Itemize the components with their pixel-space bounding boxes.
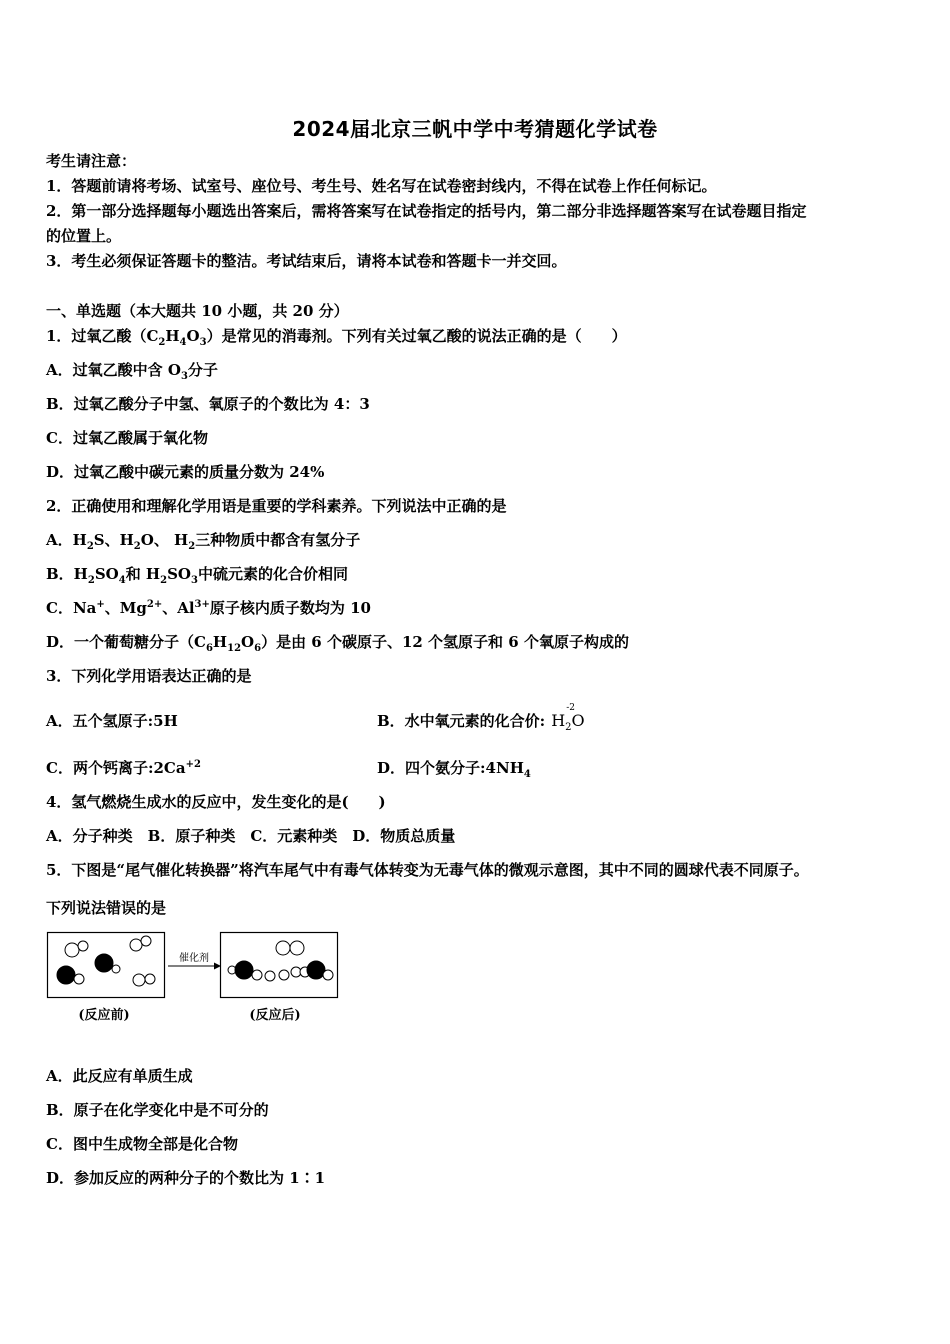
notice-item-2-cont: 的位置上。 <box>46 227 122 245</box>
catalyst-label: 催化剂 <box>179 953 209 964</box>
q1-option-a[interactable]: A．过氧乙酸中含 $O_3$分子 <box>46 361 218 382</box>
q3-stem: 3．下列化学用语表达正确的是 <box>46 667 252 685</box>
q1-option-c[interactable]: C．过氧乙酸属于氧化物 <box>46 429 208 447</box>
notice-item-1: 1．答题前请将考场、试室号、座位号、考生号、姓名写在试卷密封线内，不得在试卷上作任何标记。 <box>46 177 717 195</box>
q5-stem-cont: 下列说法错误的是 <box>46 899 167 917</box>
black-atom <box>57 966 75 984</box>
q3-option-d[interactable]: D．四个氨分子$:4NH_4$ <box>377 759 531 780</box>
white-atom <box>112 965 120 973</box>
q5-option-d[interactable]: D．参加反应的两种分子的个数比为 1∶1 <box>46 1169 326 1187</box>
white-atom <box>290 941 304 955</box>
white-atom <box>78 941 88 951</box>
white-atom <box>252 970 262 980</box>
notice-item-2: 2．第一部分选择题每小题选出答案后，需将答案写在试卷指定的括号内，第二部分非选择题答案写在试卷题目指定 <box>46 202 807 220</box>
q3-option-a[interactable]: A．五个氢原子:5H <box>46 712 178 730</box>
black-atom <box>307 961 325 979</box>
black-atom <box>235 961 253 979</box>
notice-item-3: 3．考生必须保证答题卡的整洁。考试结束后，请将本试卷和答题卡一并交回。 <box>46 252 567 270</box>
white-atom <box>145 974 155 984</box>
reaction-diagram-svg <box>46 928 346 1038</box>
q1-stem: 1．过氧乙酸$(C_2H_4O_3)$是常见的消毒剂。下列有关过氧乙酸的说法正确的是（ ） <box>46 327 627 348</box>
q3-option-c[interactable]: C．两个钙离子$:2Ca^{+2}$ <box>46 759 201 777</box>
black-atom <box>95 954 113 972</box>
q4-stem: 4．氢气燃烧生成水的反应中，发生变化的是( ) <box>46 793 386 811</box>
q5-option-c[interactable]: C．图中生成物全部是化合物 <box>46 1135 238 1153</box>
white-atom <box>65 943 79 957</box>
q5-option-b[interactable]: B．原子在化学变化中是不可分的 <box>46 1101 269 1119</box>
reaction-diagram <box>46 928 346 1042</box>
q4-options[interactable]: A．分子种类 B．原子种类 C．元素种类 D．物质总质量 <box>46 827 456 845</box>
white-atom <box>323 970 333 980</box>
q2-option-d[interactable]: D．一个葡萄糖分子$(C_6H_{12}O_6)$是由 6 个碳原子、12 个氢原子和 6 个氧原子构成的 <box>46 633 629 654</box>
white-atom <box>265 971 275 981</box>
white-atom <box>276 941 290 955</box>
white-atom <box>279 970 289 980</box>
q2-option-a[interactable]: A．$H_2S$、$H_2O$、 $H_2$三种物质中都含有氢分子 <box>46 531 361 552</box>
q3-option-b[interactable]: B．水中氧元素的化合价: -2 $H_2O$ <box>377 703 585 734</box>
q1-option-b[interactable]: B．过氧乙酸分子中氢、氧原子的个数比为 4：3 <box>46 395 370 413</box>
q2-option-c[interactable]: C．Na+、$Mg^{2+}$、$Al^{3+}$原子核内质子数均为 10 <box>46 599 371 617</box>
notice-heading: 考生请注意： <box>46 152 137 170</box>
q2-stem: 2．正确使用和理解化学用语是重要的学科素养。下列说法中正确的是 <box>46 497 507 515</box>
section-heading: 一、单选题（本大题共 10 小题，共 20 分） <box>46 302 349 320</box>
before-caption: (反应前) <box>78 1008 130 1023</box>
q2-option-b[interactable]: B．$H_2SO_4$和 $H_2SO_3$中硫元素的化合价相同 <box>46 565 348 586</box>
q5-stem: 5．下图是“尾气催化转换器”将汽车尾气中有毒气体转变为无毒气体的微观示意图，其中不同的圆球代表不同原子。 <box>46 861 809 879</box>
q1-option-d[interactable]: D．过氧乙酸中碳元素的质量分数为 24% <box>46 463 325 481</box>
white-atom <box>133 974 145 986</box>
water-valence-formula: -2 $H_2O$ <box>551 703 585 734</box>
white-atom <box>130 939 142 951</box>
white-atom <box>141 936 151 946</box>
after-caption: (反应后) <box>249 1008 301 1023</box>
q5-option-a[interactable]: A．此反应有单质生成 <box>46 1067 193 1085</box>
page-title: 2024届北京三帆中学中考猜题化学试卷 <box>292 117 658 141</box>
white-atom <box>74 974 84 984</box>
